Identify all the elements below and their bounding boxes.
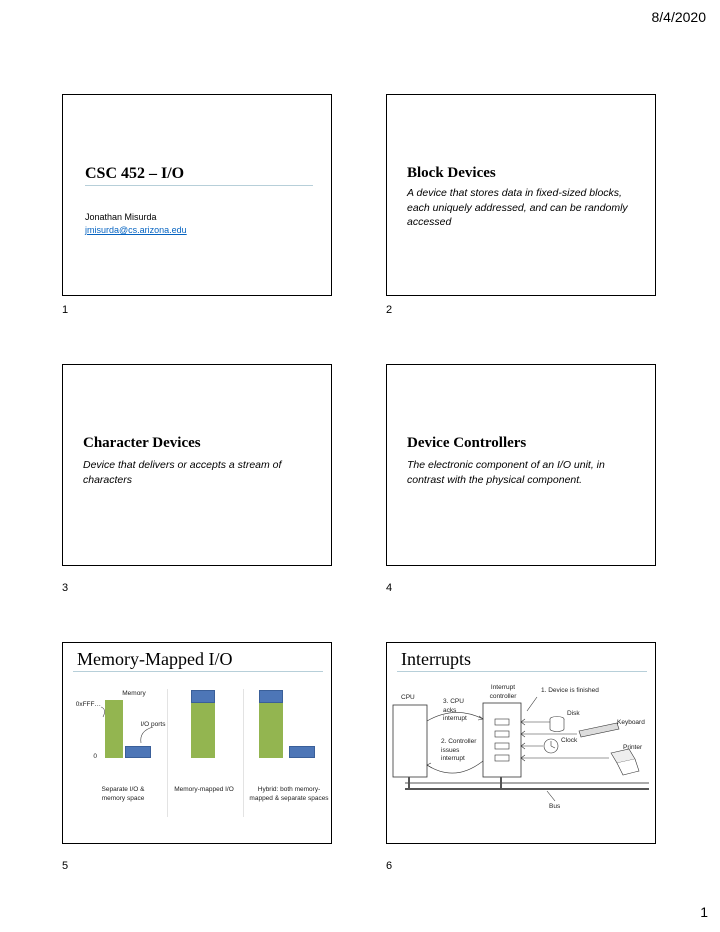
slide-6-number: 6 <box>386 860 393 872</box>
slide-5-number: 5 <box>62 860 69 872</box>
hybrid-separate-io-bar <box>289 746 315 758</box>
hybrid-io-segment <box>259 690 283 703</box>
column-divider <box>243 689 244 817</box>
keyboard-label: Keyboard <box>617 719 645 726</box>
slide-5 <box>62 642 332 844</box>
top-address-label: 0xFFF… <box>75 701 101 708</box>
slide-2-title: Block Devices <box>407 165 496 181</box>
step2-label: 2. Controller issues interrupt <box>441 738 477 762</box>
column-divider <box>167 689 168 817</box>
page-date: 8/4/2020 <box>651 9 706 25</box>
zero-address-label: 0 <box>93 753 97 760</box>
memory-space-bar <box>105 700 123 758</box>
slide-1-email-link[interactable]: jmisurda@cs.arizona.edu <box>85 225 187 235</box>
bus-label: Bus <box>549 803 561 810</box>
caption-hybrid: Hybrid: both memory-mapped & separate spaces <box>249 786 329 802</box>
slide-5-title: Memory-Mapped I/O <box>77 649 233 669</box>
slide-4 <box>386 364 656 566</box>
slide-2-number: 2 <box>386 304 393 316</box>
caption-memory-mapped: Memory-mapped I/O <box>174 786 234 793</box>
slide-3-number: 3 <box>62 582 69 594</box>
printer-label: Printer <box>623 744 643 751</box>
cpu-label: CPU <box>401 694 415 701</box>
interrupt-diagram <box>387 643 656 844</box>
memory-mapped-memory-segment <box>191 703 215 758</box>
slide-4-body: The electronic component of an I/O unit, in contrast with the physical component. <box>407 459 605 486</box>
slide-6 <box>386 642 656 844</box>
slide-1-number: 1 <box>62 304 69 316</box>
slide-3-body: Device that delivers or accepts a stream of characters <box>83 459 282 486</box>
slide-4-number: 4 <box>386 582 393 594</box>
clock-label: Clock <box>561 737 578 744</box>
slide-6-title: Interrupts <box>401 649 471 669</box>
slide-4-title: Device Controllers <box>407 435 527 451</box>
step3-label: 3. CPU acks interrupt <box>443 698 467 722</box>
step1-label: 1. Device is finished <box>541 687 599 694</box>
slide-1-title: CSC 452 – I/O <box>85 165 185 182</box>
slide-2-body: A device that stores data in fixed-sized blocks, each uniquely addressed, and can be randomly accessed <box>407 187 628 228</box>
disk-label: Disk <box>567 710 580 717</box>
slide-3 <box>62 364 332 566</box>
io-space-bar <box>125 746 151 758</box>
memory-mapped-io-segment <box>191 690 215 703</box>
controller-label: Interrupt controller <box>489 684 517 700</box>
memory-label: Memory <box>122 690 146 697</box>
io-ports-label: I/O ports <box>140 721 166 728</box>
slide-1 <box>62 94 332 296</box>
slide-3-title: Character Devices <box>83 435 201 451</box>
page-number: 1 <box>700 904 708 920</box>
slide-1-author: Jonathan Misurda <box>85 212 157 222</box>
hybrid-memory-segment <box>259 703 283 758</box>
slide-1-title-rule <box>85 185 313 186</box>
caption-separate: Separate I/O & memory space <box>101 786 145 802</box>
slide-2 <box>386 94 656 296</box>
